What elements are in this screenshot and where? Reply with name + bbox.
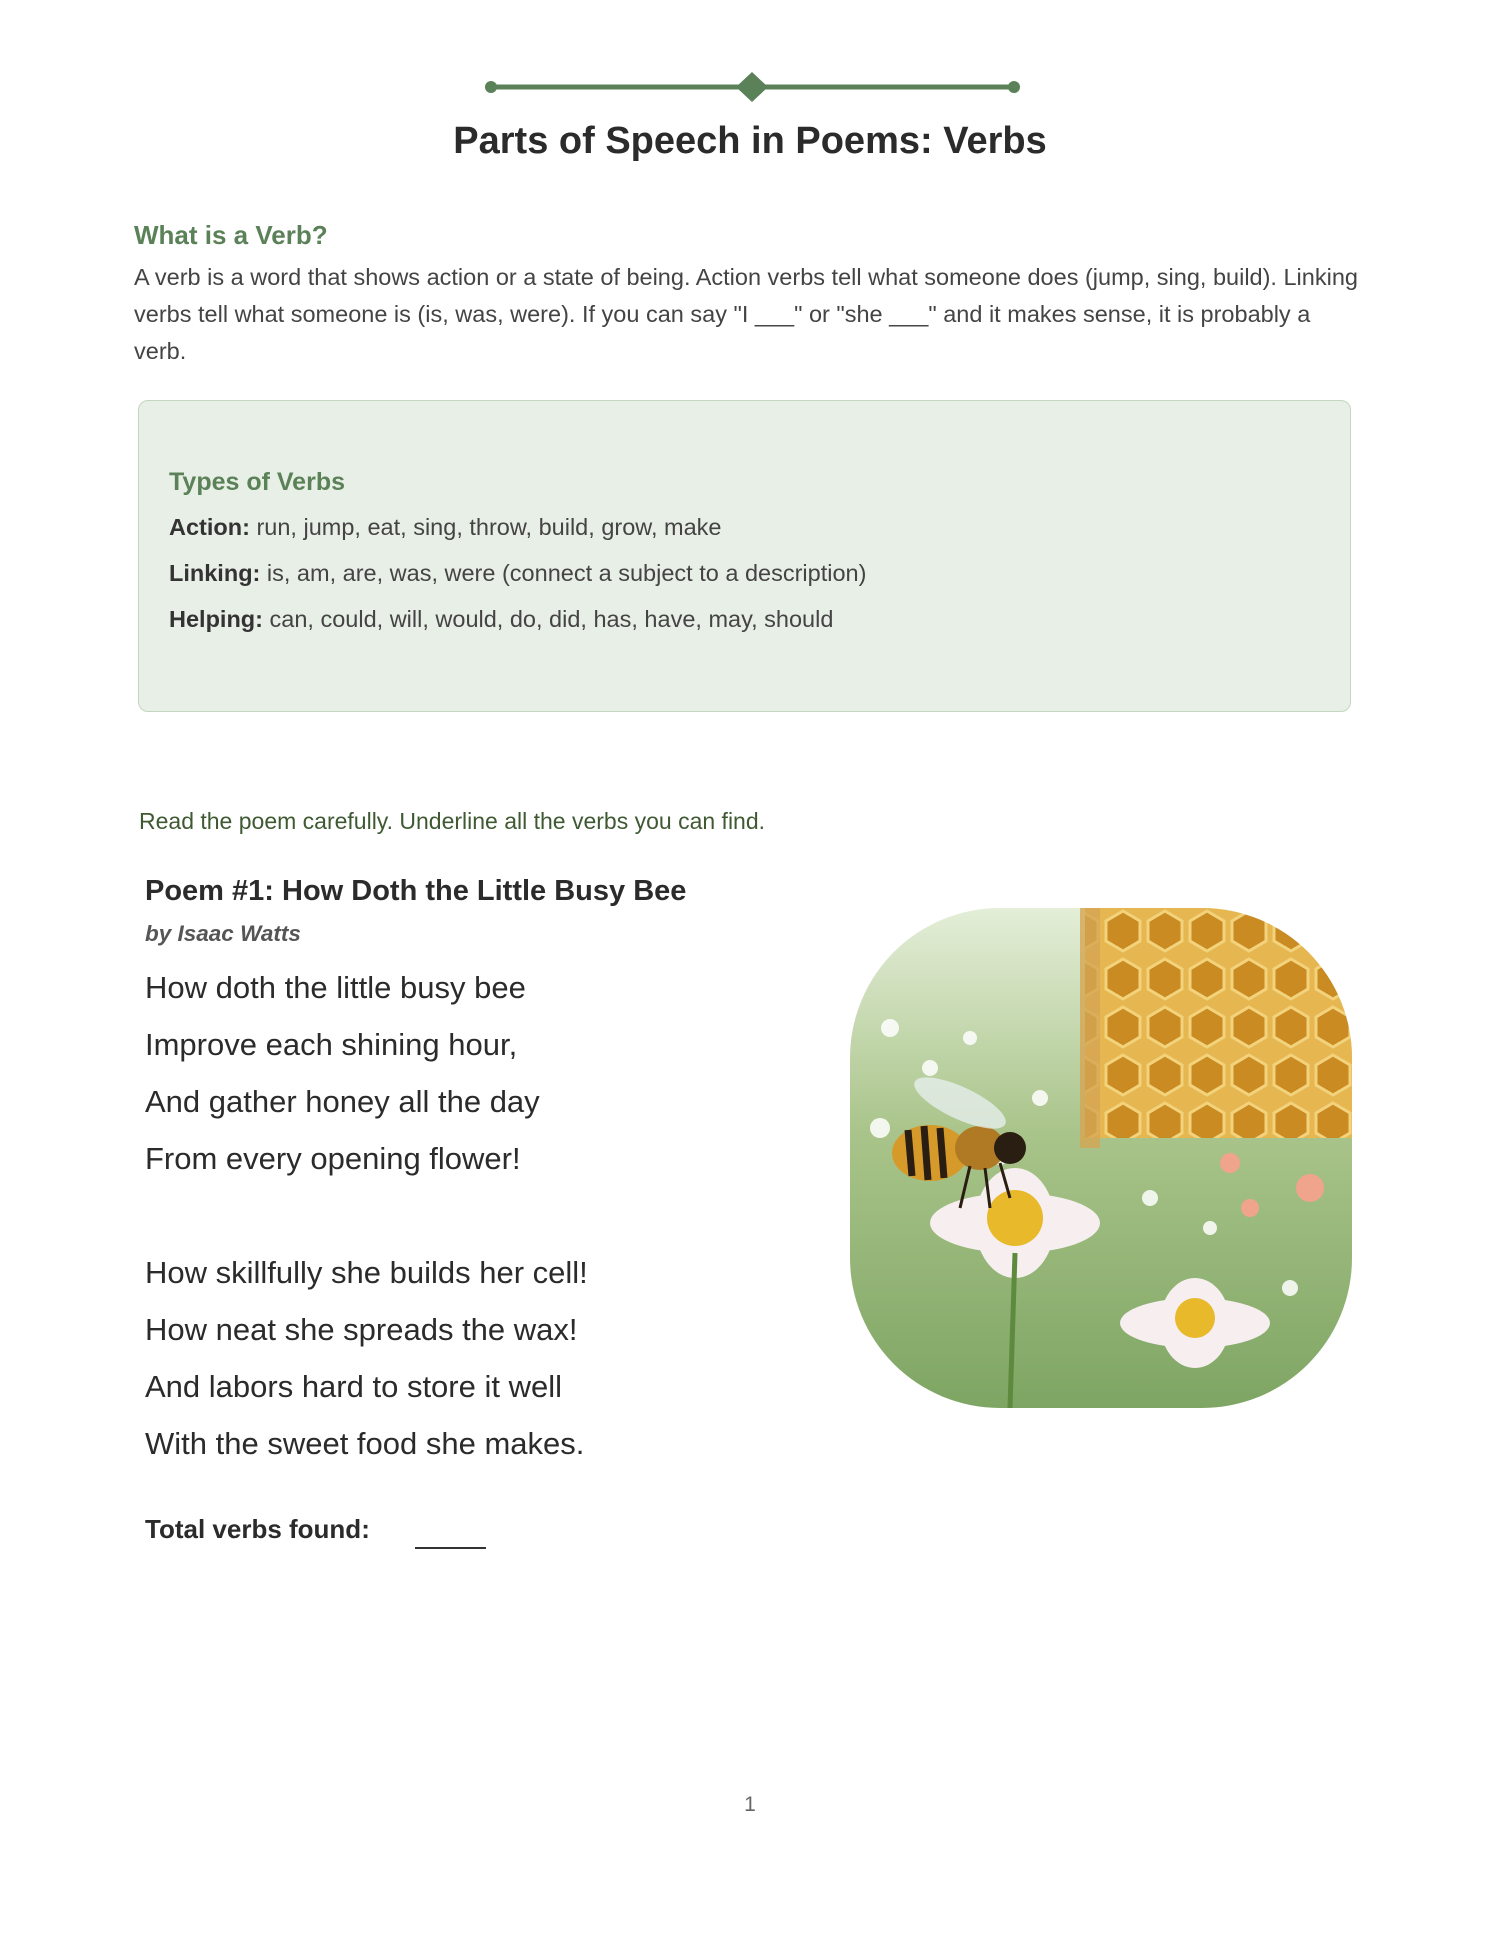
total-verbs-answer-blank[interactable] — [415, 1547, 486, 1549]
type-helping — [169, 606, 833, 633]
total-verbs-label: Total verbs found: — [145, 1514, 370, 1544]
type-label: Linking: — [169, 560, 261, 586]
poem-line: How doth the little busy bee — [145, 970, 526, 1005]
type-linking — [169, 560, 866, 587]
type-examples: can, could, will, would, do, did, has, have, may, should — [263, 606, 834, 632]
poem-line: How neat she spreads the wax! — [145, 1312, 578, 1347]
poem-line: And gather honey all the day — [145, 1084, 540, 1119]
poem-line: From every opening flower! — [145, 1141, 521, 1176]
type-action — [169, 514, 721, 541]
definition-text: A verb is a word that shows action or a state of being. Action verbs tell what someone does (jump, sing, build). Linking verbs tell what someone is (is, was, were). If you can say "I ___" or "she ___" and it makes sense, it is probably a verb. — [134, 264, 1358, 364]
definition-heading: What is a Verb? — [134, 220, 328, 250]
type-examples: run, jump, eat, sing, throw, build, grow, make — [249, 514, 722, 540]
poem-title: Poem #1: How Doth the Little Busy Bee — [145, 875, 687, 907]
page-number: 1 — [744, 1793, 756, 1816]
poem-author: by Isaac Watts — [145, 921, 301, 946]
instructions: Read the poem carefully. Underline all the verbs you can find. — [139, 808, 766, 834]
page-title: Parts of Speech in Poems: Verbs — [453, 120, 1047, 162]
type-label: Helping: — [169, 606, 263, 632]
poem-line: Improve each shining hour, — [145, 1027, 518, 1062]
bee-meadow-illustration — [850, 908, 1352, 1408]
type-examples: is, am, are, was, were (connect a subject to a description) — [260, 560, 867, 586]
poem-line: With the sweet food she makes. — [145, 1426, 585, 1461]
poem-line: How skillfully she builds her cell! — [145, 1255, 588, 1290]
types-of-verbs-box — [138, 400, 1351, 712]
type-label: Action: — [169, 514, 250, 540]
types-heading: Types of Verbs — [169, 468, 345, 496]
title-divider-ornament — [485, 72, 1020, 102]
poem-line: And labors hard to store it well — [145, 1369, 562, 1404]
